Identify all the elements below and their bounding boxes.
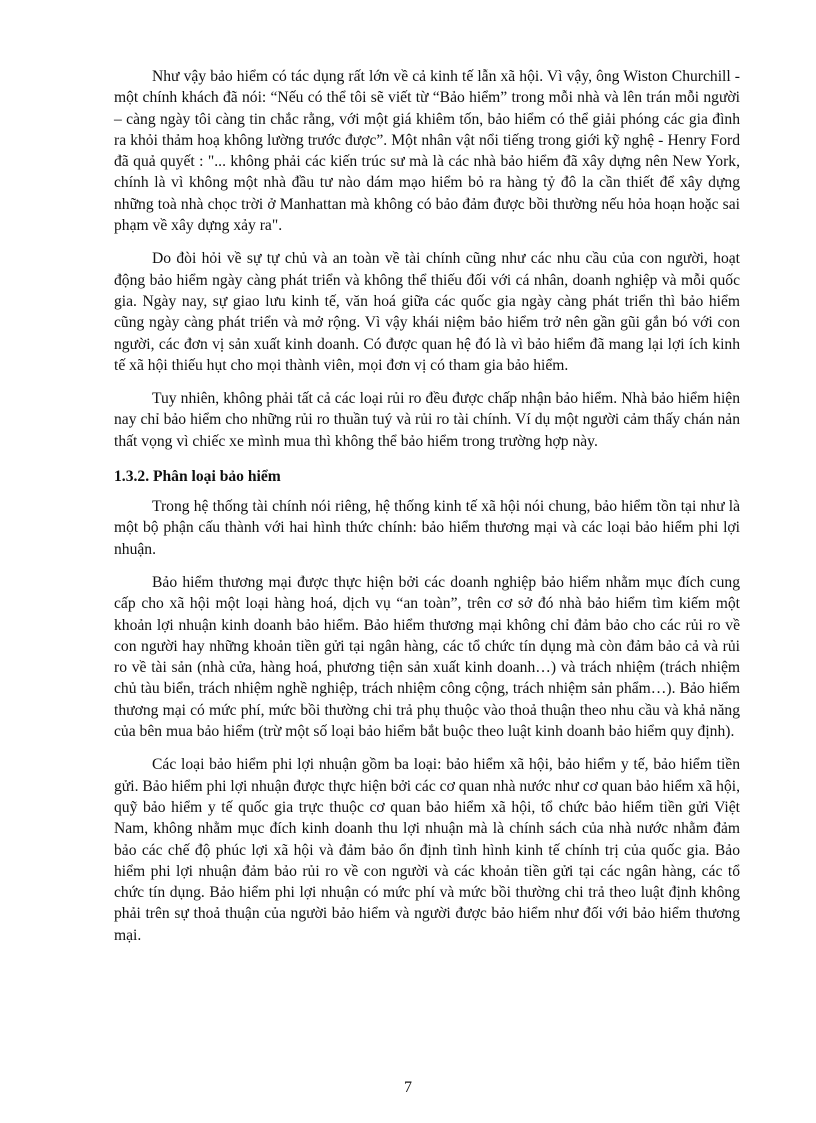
document-page	[114, 66, 740, 958]
paragraph-commercial-insurance: Bảo hiểm thương mại được thực hiện bởi các doanh nghiệp bảo hiểm nhằm mục đích cung cấp cho xã hội một loại hàng hoá, dịch vụ “an toàn”, trên cơ sở đó nhà bảo hiểm tìm kiếm một khoản lợi nhuận kinh doanh bảo hiểm. Bảo hiểm thương mại không chỉ đảm bảo cho các rủi ro về con người hay những khoản tiền gửi tại ngân hàng, các tổ chức tín dụng mà còn đảm bảo cả và rủi ro về tài sản (nhà cửa, hàng hoá, phương tiện sản xuất kinh doanh…) và trách nhiệm (trách nhiệm chủ tàu biển, trách nhiệm nghề nghiệp, trách nhiệm công cộng, trách nhiệm sản phẩm…). Bảo hiểm thương mại có mức phí, mức bồi thường chi trả phụ thuộc vào thoả thuận theo nhu cầu và khả năng của bên mua bảo hiểm (trừ một số loại bảo hiểm bắt buộc theo luật kinh doanh bảo hiểm quy định).	[114, 573, 740, 741]
section-heading: 1.3.2. Phân loại bảo hiểm	[114, 468, 281, 486]
paragraph-insurance-impact: Như vậy bảo hiểm có tác dụng rất lớn về cả kinh tế lẫn xã hội. Vì vậy, ông Wiston Churchill - một chính khách đã nói: “Nếu có thể tôi sẽ viết từ “Bảo hiểm” trong mỗi nhà và lên trán mỗi người – càng ngày tôi càng tin chắc rằng, với một giá khiêm tốn, bảo hiểm có thể giải phóng các gia đình ra khỏi thảm hoạ không lường trước được”. Một nhân vật nổi tiếng trong giới kỹ nghệ - Henry Ford đã quả quyết : "... không phải các kiến trúc sư mà là các nhà bảo hiểm đã xây dựng nên New York, chính là vì không một nhà đầu tư nào dám mạo hiểm bỏ ra hàng tỷ đô la cần thiết để xây dựng những toà nhà chọc trời ở Manhattan mà không có bảo đảm được bồi thường nếu hỏa hoạn hoặc sai phạm về xây dựng xảy ra".	[114, 68, 740, 235]
page-number: 7	[404, 1079, 412, 1096]
paragraph-nonprofit-insurance: Các loại bảo hiểm phi lợi nhuận gồm ba loại: bảo hiểm xã hội, bảo hiểm y tế, bảo hiểm tiền gửi. Bảo hiểm phi lợi nhuận được thực hiện bởi các cơ quan nhà nước như cơ quan bảo hiểm xã hội, quỹ bảo hiểm y tế quốc gia trực thuộc cơ quan bảo hiểm xã hội, tổ chức bảo hiểm tiền gửi Việt Nam, không nhằm mục đích kinh doanh thu lợi nhuận mà là chính sách của nhà nước nhằm đảm bảo các chế độ phúc lợi xã hội và đảm bảo ổn định tình hình kinh tế chính trị của quốc gia. Bảo hiểm phi lợi nhuận đảm bảo rủi ro về con người và các khoản tiền gửi tại các ngân hàng, các tổ chức tín dụng. Bảo hiểm phi lợi nhuận có mức phí và mức bồi thường chi trả theo luật định không phải trên sự thoả thuận của người bảo hiểm và người được bảo hiểm như đối với bảo hiểm thương mại.	[114, 756, 740, 944]
paragraph-insurance-forms: Trong hệ thống tài chính nói riêng, hệ thống kinh tế xã hội nói chung, bảo hiểm tồn tại như là một bộ phận cấu thành với hai hình thức chính: bảo hiểm thương mại và các loại bảo hiểm phi lợi nhuận.	[114, 498, 740, 558]
paragraph-insurable-risks: Tuy nhiên, không phải tất cả các loại rủi ro đều được chấp nhận bảo hiểm. Nhà bảo hiểm hiện nay chỉ bảo hiểm cho những rủi ro thuần tuý và rủi ro tài chính. Ví dụ một người cảm thấy chán nản thất vọng vì chiếc xe mình mua thì không thể bảo hiểm trong trường hợp này.	[114, 390, 740, 450]
paragraph-insurance-development: Do đòi hỏi về sự tự chủ và an toàn về tài chính cũng như các nhu cầu của con người, hoạt động bảo hiểm ngày càng phát triển và không thể thiếu đối với cá nhân, doanh nghiệp và mỗi quốc gia. Ngày nay, sự giao lưu kinh tế, văn hoá giữa các quốc gia ngày càng phát triển thì bảo hiểm cũng ngày càng phát triển và mở rộng. Vì vậy khái niệm bảo hiểm trở nên gần gũi gắn bó với con người, các đơn vị sản xuất kinh doanh. Có được quan hệ đó là vì bảo hiểm đã mang lại lợi ích kinh tế xã hội thiếu hụt cho mọi thành viên, mọi đơn vị có tham gia bảo hiểm.	[114, 250, 740, 374]
